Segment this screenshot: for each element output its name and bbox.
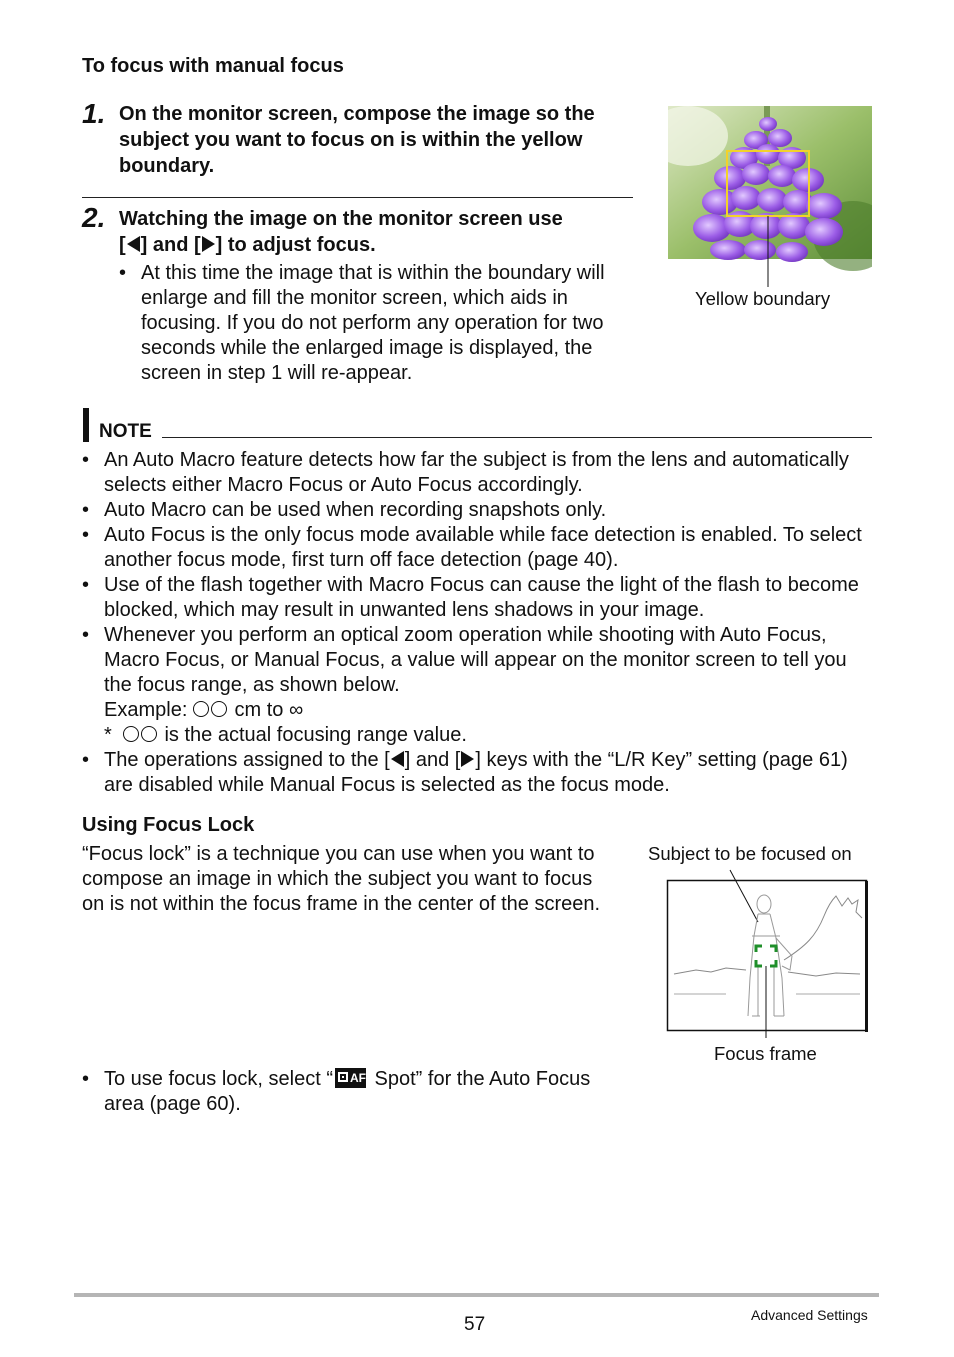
footer-rule [74, 1293, 879, 1297]
note-marker-bar [83, 408, 89, 442]
note-rule [162, 437, 872, 438]
lupine-flower-photo [668, 106, 872, 289]
note-item: • Auto Focus is the only focus mode available while face detection is enabled. To select another focus mode, first turn off face detection (page 40). [82, 524, 862, 571]
note-item: • Use of the flash together with Macro Focus can cause the light of the flash to become blocked, which may result in unwanted lens shadows in your image. [82, 574, 859, 621]
right-key-icon [202, 236, 215, 252]
focus-lock-bullet: • To use focus lock, select “ AF Spot” for the Auto Focus area (page 60). [82, 1068, 591, 1115]
note-list [82, 448, 872, 798]
step-2-text-line1: Watching the image on the monitor screen use [119, 208, 563, 230]
note-item: • Whenever you perform an optical zoom operation while shooting with Auto Focus, Macro Focus, or Manual Focus, a value will appear on the monitor screen to tell you the focus range, as shown below. [82, 624, 847, 696]
note-asterisk: * is the actual focusing range value. [104, 724, 467, 746]
spot-af-icon: AF [335, 1068, 366, 1088]
circle-placeholder-icon [211, 701, 227, 717]
step-2-text-line2: [ ] and [ ] to adjust focus. [119, 234, 376, 256]
left-key-icon [391, 751, 404, 767]
section-heading-manual-focus: To focus with manual focus [82, 55, 344, 77]
step-2-bullet-text: At this time the image that is within the boundary will enlarge and fill the monitor screen, which aids in focusing. If you do not perform any operation for two seconds while the enlarged image is displayed, the screen in step 1 will re-appear. [141, 262, 605, 384]
photo-caption-yellow-boundary: Yellow boundary [695, 288, 831, 309]
focus-lock-paragraph: “Focus lock” is a technique you can use when you want to compose an image in which the subject you want to focus on is not within the focus frame in the center of the screen. [82, 843, 601, 915]
step-divider [82, 197, 633, 198]
caption-focus-frame: Focus frame [714, 1043, 817, 1064]
step-2-bullet [119, 261, 639, 386]
step-1-text: On the monitor screen, compose the image so the subject you want to focus on is within the yellow boundary. [119, 103, 595, 177]
note-example: Example: cm to ∞ [104, 699, 304, 721]
right-key-icon [461, 751, 474, 767]
page-number: 57 [464, 1314, 486, 1335]
step-2-number: 2. [82, 202, 106, 233]
circle-placeholder-icon [141, 726, 157, 742]
step-2-text [119, 206, 629, 258]
note-item: • An Auto Macro feature detects how far the subject is from the lens and automatically selects either Macro Focus or Auto Focus accordingly. [82, 449, 849, 496]
section-heading-focus-lock: Using Focus Lock [82, 814, 255, 836]
caption-subject: Subject to be focused on [648, 843, 852, 864]
footer-section-title: Advanced Settings [751, 1307, 868, 1323]
circle-placeholder-icon [123, 726, 139, 742]
note-item: • The operations assigned to the [ ] and [ ] keys with the “L/R Key” setting (page 61) are disabled while Manual Focus is selected as the focus mode. [82, 749, 848, 796]
note-item: • Auto Macro can be used when recording snapshots only. [82, 499, 607, 521]
circle-placeholder-icon [193, 701, 209, 717]
step-1-number: 1. [82, 98, 106, 129]
left-key-icon [127, 236, 140, 252]
bullet-dot: • [119, 262, 127, 284]
focus-lock-illustration [666, 866, 870, 1038]
note-label: NOTE [99, 421, 152, 442]
